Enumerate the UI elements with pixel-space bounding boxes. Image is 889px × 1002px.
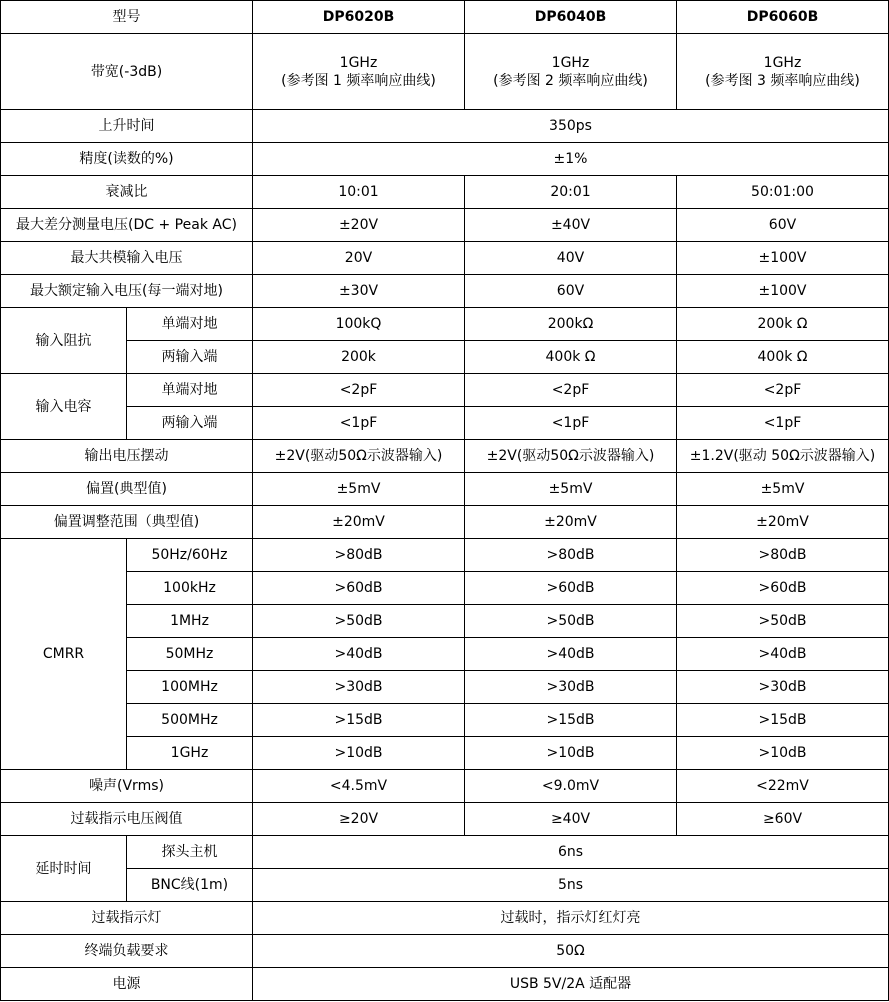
max-diff-voltage-row bbox=[1, 209, 889, 242]
overload-lamp-value: 过载时，指示灯红灯亮 bbox=[253, 902, 889, 935]
offset-adjust-label: 偏置调整范围（典型值) bbox=[1, 506, 253, 539]
cmrr-value: >60dB bbox=[677, 572, 889, 605]
overload-threshold-row bbox=[1, 803, 889, 836]
cmrr-row bbox=[1, 737, 889, 770]
input-impedance-value: 200k Ω bbox=[677, 308, 889, 341]
output-swing-row bbox=[1, 440, 889, 473]
max-diff-voltage-value: ±40V bbox=[465, 209, 677, 242]
bandwidth-note: (参考图 2 频率响应曲线) bbox=[493, 72, 648, 89]
termination-value: 50Ω bbox=[253, 935, 889, 968]
offset-adjust-value: ±20mV bbox=[253, 506, 465, 539]
rise-time-row bbox=[1, 110, 889, 143]
delay-sub: BNC线(1m) bbox=[127, 869, 253, 902]
model-dp6060b: DP6060B bbox=[677, 1, 889, 34]
input-capacitance-label: 输入电容 bbox=[1, 374, 127, 440]
cmrr-value: >10dB bbox=[677, 737, 889, 770]
delay-label: 延时时间 bbox=[1, 836, 127, 902]
bandwidth-label: 带宽(-3dB) bbox=[1, 34, 253, 110]
accuracy-row bbox=[1, 143, 889, 176]
cmrr-row bbox=[1, 572, 889, 605]
bandwidth-value bbox=[253, 34, 465, 110]
bandwidth-main: 1GHz bbox=[339, 54, 378, 71]
max-common-mode-label: 最大共模输入电压 bbox=[1, 242, 253, 275]
input-capacitance-value: <2pF bbox=[677, 374, 889, 407]
cmrr-row bbox=[1, 539, 889, 572]
cmrr-value: >50dB bbox=[677, 605, 889, 638]
noise-row bbox=[1, 770, 889, 803]
input-impedance-sub: 单端对地 bbox=[127, 308, 253, 341]
cmrr-value: >50dB bbox=[465, 605, 677, 638]
bandwidth-row bbox=[1, 34, 889, 110]
input-capacitance-value: <1pF bbox=[465, 407, 677, 440]
cmrr-value: >50dB bbox=[253, 605, 465, 638]
input-capacitance-value: <2pF bbox=[465, 374, 677, 407]
cmrr-row bbox=[1, 671, 889, 704]
cmrr-value: >30dB bbox=[677, 671, 889, 704]
noise-value: <4.5mV bbox=[253, 770, 465, 803]
cmrr-value: >10dB bbox=[465, 737, 677, 770]
max-common-mode-row bbox=[1, 242, 889, 275]
attenuation-value: 50:01:00 bbox=[677, 176, 889, 209]
cmrr-freq: 500MHz bbox=[127, 704, 253, 737]
input-capacitance-value: <2pF bbox=[253, 374, 465, 407]
output-swing-value: ±1.2V(驱动 50Ω示波器输入) bbox=[677, 440, 889, 473]
cmrr-value: >15dB bbox=[677, 704, 889, 737]
rise-time-label: 上升时间 bbox=[1, 110, 253, 143]
cmrr-freq: 1MHz bbox=[127, 605, 253, 638]
offset-adjust-value: ±20mV bbox=[465, 506, 677, 539]
header-row bbox=[1, 1, 889, 34]
cmrr-value: >60dB bbox=[253, 572, 465, 605]
cmrr-freq: 50MHz bbox=[127, 638, 253, 671]
input-capacitance-sub: 单端对地 bbox=[127, 374, 253, 407]
bandwidth-main: 1GHz bbox=[763, 54, 802, 71]
cmrr-value: >40dB bbox=[677, 638, 889, 671]
input-impedance-value: 100kQ bbox=[253, 308, 465, 341]
delay-value: 5ns bbox=[253, 869, 889, 902]
termination-row bbox=[1, 935, 889, 968]
offset-adjust-value: ±20mV bbox=[677, 506, 889, 539]
cmrr-value: >30dB bbox=[465, 671, 677, 704]
input-impedance-value: 200kΩ bbox=[465, 308, 677, 341]
offset-value: ±5mV bbox=[465, 473, 677, 506]
cmrr-value: >60dB bbox=[465, 572, 677, 605]
offset-row bbox=[1, 473, 889, 506]
termination-label: 终端负载要求 bbox=[1, 935, 253, 968]
input-capacitance-value: <1pF bbox=[253, 407, 465, 440]
rise-time-value: 350ps bbox=[253, 110, 889, 143]
max-common-mode-value: 40V bbox=[465, 242, 677, 275]
cmrr-value: >10dB bbox=[253, 737, 465, 770]
input-capacitance-value: <1pF bbox=[677, 407, 889, 440]
input-capacitance-row bbox=[1, 407, 889, 440]
input-impedance-sub: 两输入端 bbox=[127, 341, 253, 374]
cmrr-value: >15dB bbox=[465, 704, 677, 737]
attenuation-row bbox=[1, 176, 889, 209]
max-diff-voltage-value: ±20V bbox=[253, 209, 465, 242]
cmrr-freq: 50Hz/60Hz bbox=[127, 539, 253, 572]
overload-threshold-label: 过载指示电压阀值 bbox=[1, 803, 253, 836]
cmrr-freq: 100kHz bbox=[127, 572, 253, 605]
overload-lamp-row bbox=[1, 902, 889, 935]
cmrr-row bbox=[1, 704, 889, 737]
model-label-cell: 型号 bbox=[1, 1, 253, 34]
attenuation-value: 20:01 bbox=[465, 176, 677, 209]
bandwidth-note: (参考图 3 频率响应曲线) bbox=[705, 72, 860, 89]
accuracy-value: ±1% bbox=[253, 143, 889, 176]
max-diff-voltage-label: 最大差分测量电压(DC + Peak AC) bbox=[1, 209, 253, 242]
max-rated-input-label: 最大额定输入电压(每一端对地) bbox=[1, 275, 253, 308]
overload-threshold-value: ≥40V bbox=[465, 803, 677, 836]
power-value: USB 5V/2A 适配器 bbox=[253, 968, 889, 1001]
max-rated-input-value: ±30V bbox=[253, 275, 465, 308]
noise-value: <22mV bbox=[677, 770, 889, 803]
cmrr-value: >80dB bbox=[465, 539, 677, 572]
bandwidth-value bbox=[465, 34, 677, 110]
bandwidth-value bbox=[677, 34, 889, 110]
power-row bbox=[1, 968, 889, 1001]
model-dp6020b: DP6020B bbox=[253, 1, 465, 34]
input-capacitance-row bbox=[1, 374, 889, 407]
cmrr-freq: 100MHz bbox=[127, 671, 253, 704]
input-impedance-value: 200k bbox=[253, 341, 465, 374]
output-swing-value: ±2V(驱动50Ω示波器输入) bbox=[465, 440, 677, 473]
offset-label: 偏置(典型值) bbox=[1, 473, 253, 506]
max-rated-input-value: ±100V bbox=[677, 275, 889, 308]
max-diff-voltage-value: 60V bbox=[677, 209, 889, 242]
noise-label: 噪声(Vrms) bbox=[1, 770, 253, 803]
input-impedance-row bbox=[1, 308, 889, 341]
attenuation-value: 10:01 bbox=[253, 176, 465, 209]
cmrr-label: CMRR bbox=[1, 539, 127, 770]
max-rated-input-value: 60V bbox=[465, 275, 677, 308]
output-swing-value: ±2V(驱动50Ω示波器输入) bbox=[253, 440, 465, 473]
bandwidth-main: 1GHz bbox=[551, 54, 590, 71]
input-impedance-label: 输入阻抗 bbox=[1, 308, 127, 374]
max-common-mode-value: 20V bbox=[253, 242, 465, 275]
cmrr-value: >30dB bbox=[253, 671, 465, 704]
input-impedance-row bbox=[1, 341, 889, 374]
max-rated-input-row bbox=[1, 275, 889, 308]
input-capacitance-sub: 两输入端 bbox=[127, 407, 253, 440]
cmrr-row bbox=[1, 605, 889, 638]
overload-threshold-value: ≥20V bbox=[253, 803, 465, 836]
noise-value: <9.0mV bbox=[465, 770, 677, 803]
cmrr-row bbox=[1, 638, 889, 671]
cmrr-value: >40dB bbox=[253, 638, 465, 671]
output-swing-label: 输出电压摆动 bbox=[1, 440, 253, 473]
cmrr-value: >40dB bbox=[465, 638, 677, 671]
overload-threshold-value: ≥60V bbox=[677, 803, 889, 836]
attenuation-label: 衰减比 bbox=[1, 176, 253, 209]
delay-row bbox=[1, 836, 889, 869]
input-impedance-value: 400k Ω bbox=[465, 341, 677, 374]
max-common-mode-value: ±100V bbox=[677, 242, 889, 275]
model-dp6040b: DP6040B bbox=[465, 1, 677, 34]
delay-row bbox=[1, 869, 889, 902]
delay-value: 6ns bbox=[253, 836, 889, 869]
delay-sub: 探头主机 bbox=[127, 836, 253, 869]
accuracy-label: 精度(读数的%) bbox=[1, 143, 253, 176]
cmrr-value: >80dB bbox=[253, 539, 465, 572]
bandwidth-note: (参考图 1 频率响应曲线) bbox=[281, 72, 436, 89]
offset-value: ±5mV bbox=[253, 473, 465, 506]
power-label: 电源 bbox=[1, 968, 253, 1001]
input-impedance-value: 400k Ω bbox=[677, 341, 889, 374]
cmrr-value: >15dB bbox=[253, 704, 465, 737]
cmrr-freq: 1GHz bbox=[127, 737, 253, 770]
overload-lamp-label: 过载指示灯 bbox=[1, 902, 253, 935]
offset-value: ±5mV bbox=[677, 473, 889, 506]
cmrr-value: >80dB bbox=[677, 539, 889, 572]
offset-adjust-row bbox=[1, 506, 889, 539]
